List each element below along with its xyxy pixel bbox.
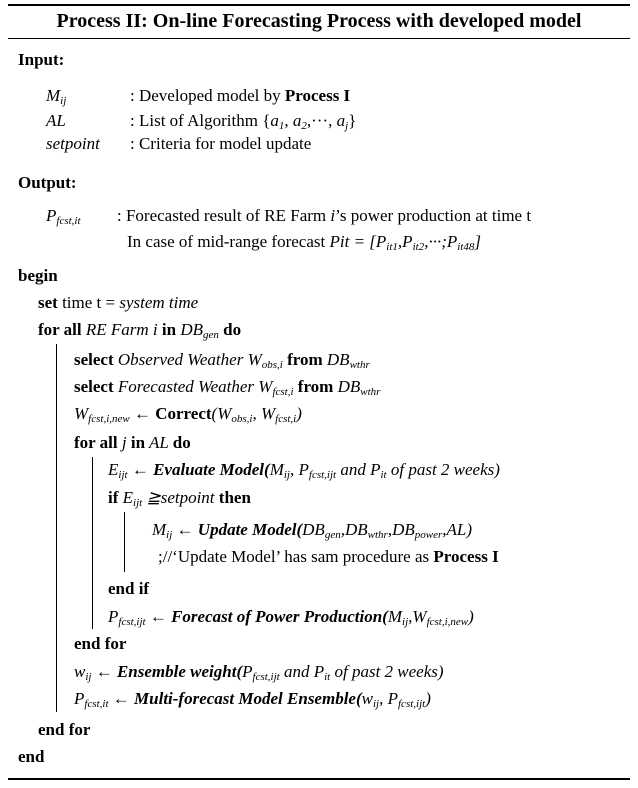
block-line-if: [124, 512, 125, 572]
block-line-j: [92, 457, 93, 629]
algo-end-for-j: end for: [74, 634, 127, 653]
output-p: $P_{fcst,it}$: [46, 206, 81, 227]
algo-for-j: for all j in AL do: [74, 433, 191, 452]
bottom-rule: [8, 778, 630, 780]
algo-comment: ;//‘Update Model’ has sam procedure as Process I: [158, 547, 499, 566]
algo-end-for-farm: end for: [38, 720, 91, 739]
algo-update: $M_{ij}$ ← Update $Model(DB_{gen},DB_{wthr},DB_{power},AL)$: [152, 520, 472, 541]
input-al-desc: : List of Algorithm {$a_1$, $a_2,\cdot\cdot\cdot$, $a_j$}: [130, 111, 357, 132]
algo-correct: $W_{fcst,i,new}$ ← $Correct(W_{obs,i}$, $W_{fcst,i}$): [74, 404, 302, 425]
output-desc-1: : Forecasted result of RE Farm i’s power production at time t: [117, 206, 532, 225]
input-m-desc: : Developed model by Process I: [130, 86, 351, 105]
input-setpoint-desc: : Criteria for model update: [130, 134, 312, 153]
algo-end: end: [18, 747, 45, 766]
algo-end-if: end if: [108, 579, 150, 598]
page-title: Process II: On-line Forecasting Process with developed model: [56, 10, 582, 32]
algo-if: if $E_{ijt}$ ≧setpoint then: [108, 488, 251, 509]
title-rule: [8, 38, 630, 39]
algo-select-observed: select Observed Weather $W_{obs,i}$ from $DB_{wthr}$: [74, 350, 370, 371]
input-setpoint: setpoint: [46, 134, 100, 153]
algo-select-forecasted: select Forecasted Weather $W_{fcst,i}$ from $DB_{wthr}$: [74, 377, 381, 398]
algo-begin: begin: [18, 266, 58, 285]
block-line-farm: [56, 344, 57, 712]
algo-evaluate: $E_{ijt}$ ← Evaluate $Model(M_{ij}$, $P_{fcst,ijt}$ and $P_{it}$ of past 2 weeks): [108, 460, 500, 481]
input-m: $M_{ij}$: [46, 86, 67, 107]
input-al: AL: [46, 111, 66, 130]
algo-forecast: $P_{fcst,ijt}$ ← Forecast of Power $Production(M_{ij},W_{fcst,i,new})$: [108, 607, 474, 628]
output-heading: Output:: [18, 173, 77, 192]
algo-for-farm: for all RE Farm i in $DB_{gen}$ do: [38, 320, 242, 341]
output-desc-2: In case of mid-range forecast Pit = $[P_{it1},P_{it2},\cdot\cdot\cdot;P_{it48}]$: [127, 232, 481, 253]
input-heading: Input:: [18, 50, 65, 69]
algo-multi-forecast: $P_{fcst,it}$ ← Multi-forecast Model $Ensemble(w_{ij}$, $P_{fcst,ijt}$): [74, 689, 431, 710]
algo-set-time: set time t = system time: [38, 293, 199, 312]
algo-ensemble-weight: $w_{ij}$ ← Ensemble $weight(P_{fcst,ijt}$ and $P_{it}$ of past 2 weeks): [74, 662, 444, 683]
top-rule: [8, 4, 630, 6]
